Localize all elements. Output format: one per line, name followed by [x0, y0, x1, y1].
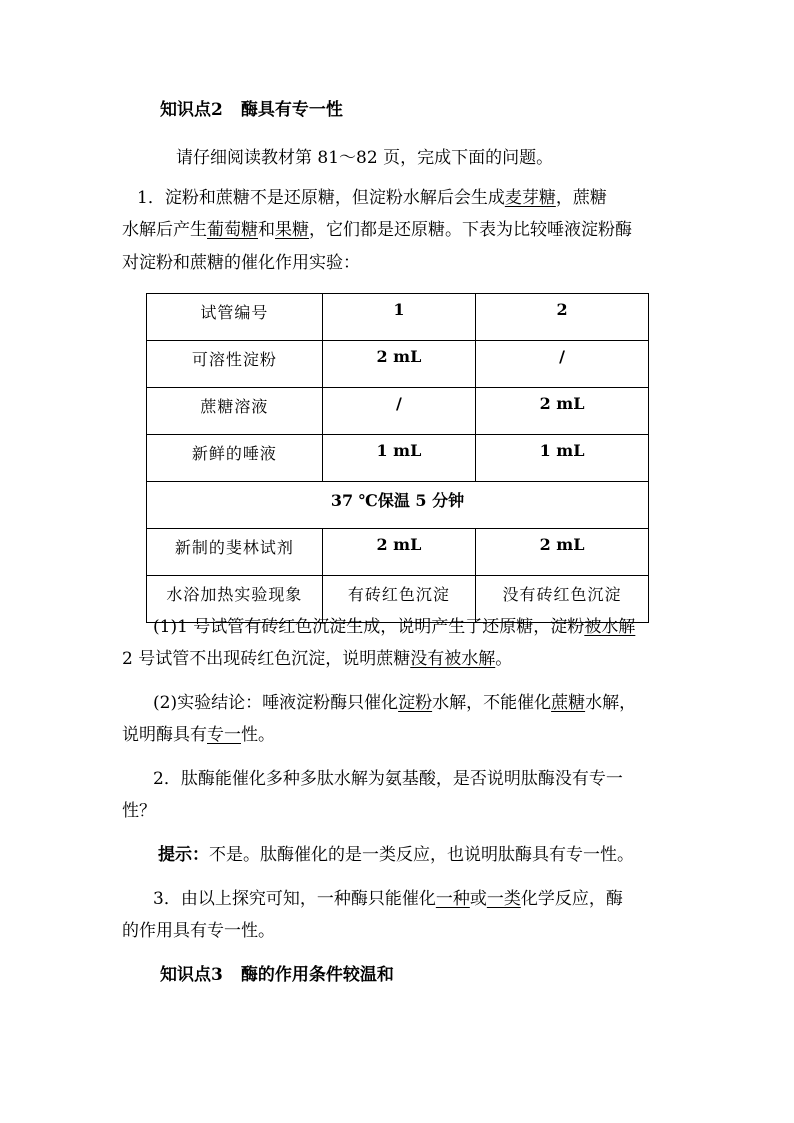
answer-blank: 果糖 — [275, 220, 309, 240]
answer-blank: 一种 — [435, 889, 470, 909]
section-label: 知识点2 — [160, 100, 223, 120]
table-cell: 2 mL — [322, 341, 475, 388]
table-row — [147, 294, 649, 341]
table-row — [147, 435, 649, 482]
question-1-line-1: 1．淀粉和蔗糖不是还原糖，但淀粉水解后会生成麦芽糖，蔗糖 — [137, 188, 607, 208]
table-cell: 2 — [476, 294, 649, 341]
table-row — [147, 341, 649, 388]
table-row — [147, 388, 649, 435]
section-title: 酶具有专一性 — [240, 100, 343, 120]
table-cell: / — [476, 341, 649, 388]
question-1-line-3: 对淀粉和蔗糖的催化作用实验： — [122, 253, 360, 273]
section-heading-2 — [160, 99, 343, 121]
hint-paragraph — [158, 844, 634, 866]
conclusion-line-2: 说明酶具有专一性。 — [122, 725, 275, 745]
table-cell: 新鲜的唾液 — [147, 435, 323, 482]
table-cell: 有砖红色沉淀 — [322, 576, 475, 623]
question-3-line-1: 3．由以上探究可知，一种酶只能催化一种或一类化学反应，酶 — [153, 889, 623, 909]
table-cell: 没有砖红色沉淀 — [476, 576, 649, 623]
table-row-merged — [147, 482, 649, 529]
section-heading-3 — [160, 964, 394, 986]
question-3-line-2: 的作用具有专一性。 — [122, 921, 275, 941]
result-1-line-2: 2 号试管不出现砖红色沉淀，说明蔗糖没有被水解。 — [122, 649, 513, 669]
result-1-line-1: (1)1 号试管有砖红色沉淀生成，说明产生了还原糖，淀粉被水解 — [153, 617, 636, 637]
answer-blank: 淀粉 — [398, 693, 433, 713]
question-2-line-2: 性？ — [122, 801, 156, 821]
hint-text: 不是。肽酶催化的是一类反应，也说明肽酶具有专一性。 — [209, 845, 634, 865]
answer-blank: 葡萄糖 — [207, 220, 258, 240]
table-cell: / — [322, 388, 475, 435]
question-2-line-1: 2．肽酶能催化多种多肽水解为氨基酸，是否说明肽酶没有专一 — [153, 769, 623, 789]
table-cell: 新制的斐林试剂 — [147, 529, 323, 576]
table-cell: 1 mL — [322, 435, 475, 482]
table-cell: 1 — [322, 294, 475, 341]
table-cell-merged: 37 ℃保温 5 分钟 — [147, 482, 649, 529]
table-cell: 2 mL — [322, 529, 475, 576]
answer-blank: 被水解 — [584, 617, 636, 637]
table-row — [147, 529, 649, 576]
answer-blank: 一类 — [486, 889, 521, 909]
answer-blank: 专一 — [207, 725, 241, 745]
conclusion-line-1: (2)实验结论：唾液淀粉酶只催化淀粉水解，不能催化蔗糖水解， — [153, 693, 637, 713]
table-cell: 可溶性淀粉 — [147, 341, 323, 388]
section-label: 知识点3 — [160, 965, 223, 985]
table-cell: 2 mL — [476, 529, 649, 576]
table-cell: 2 mL — [476, 388, 649, 435]
section-title: 酶的作用条件较温和 — [240, 965, 394, 985]
experiment-table — [146, 293, 649, 623]
answer-blank: 蔗糖 — [551, 693, 586, 713]
table-cell: 水浴加热实验现象 — [147, 576, 323, 623]
question-1-line-2: 水解后产生葡萄糖和果糖，它们都是还原糖。下表为比较唾液淀粉酶 — [122, 220, 632, 240]
answer-blank: 没有被水解 — [410, 649, 496, 669]
table-cell: 试管编号 — [147, 294, 323, 341]
table-cell: 蔗糖溶液 — [147, 388, 323, 435]
hint-label: 提示： — [158, 845, 209, 865]
answer-blank: 麦芽糖 — [504, 188, 556, 208]
table-cell: 1 mL — [476, 435, 649, 482]
intro-paragraph: 请仔细阅读教材第 81～82 页，完成下面的问题。 — [176, 148, 554, 168]
